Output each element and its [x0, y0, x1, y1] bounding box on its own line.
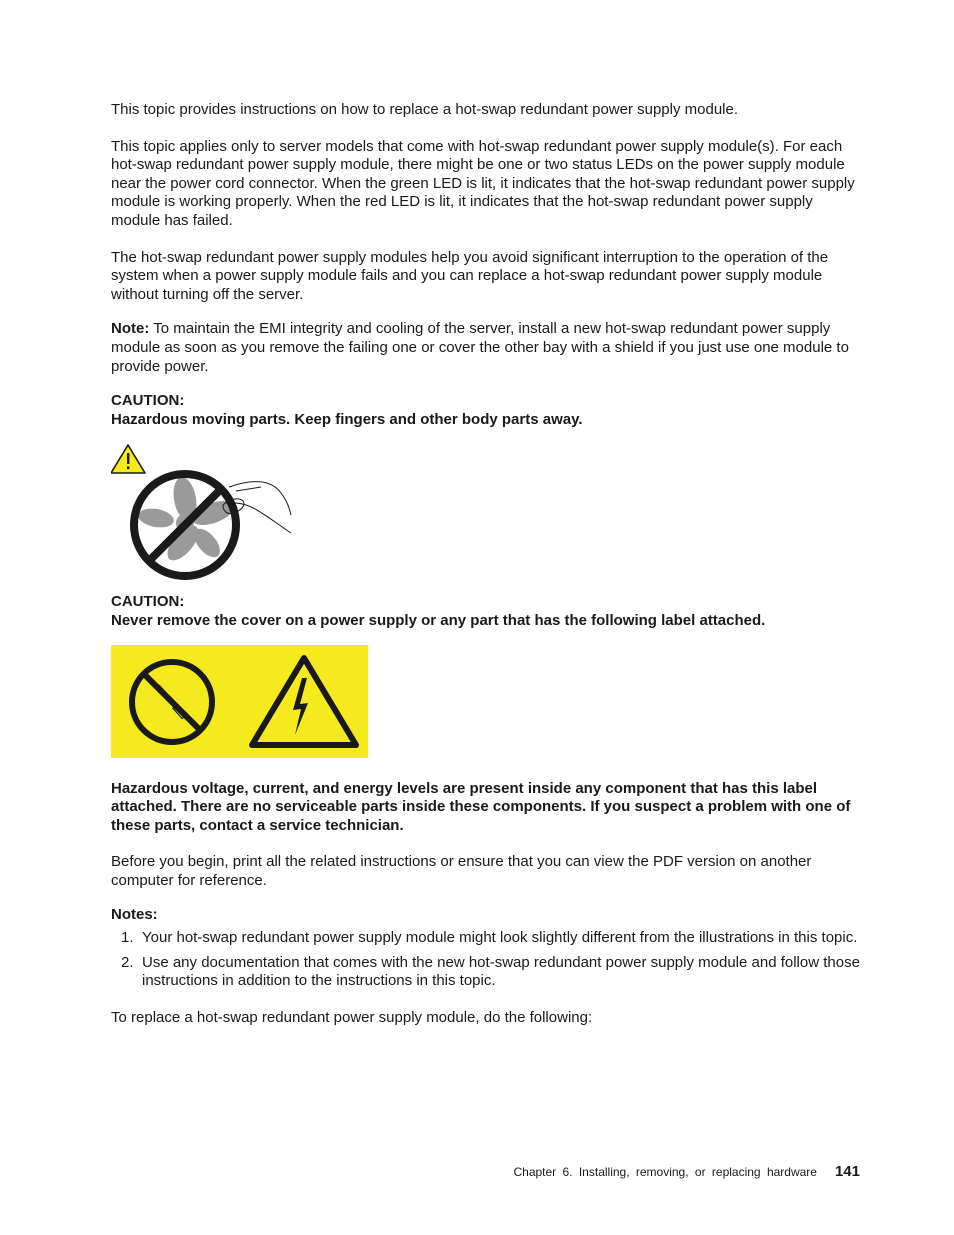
caution-text: Never remove the cover on a power supply or any part that has the following label attached.: [111, 611, 766, 629]
document-page: [111, 101, 863, 1027]
hazard-text: Hazardous voltage, current, and energy levels are present inside any component that has this label attached. There are no serviceable parts inside these components. If you suspect a problem with one of these parts, contact a service technician.: [111, 779, 851, 834]
moving-parts-figure: [111, 443, 301, 585]
page-footer: [513, 1163, 860, 1182]
applies-paragraph: This topic applies only to server models that come with hot-swap redundant power supply module(s). For each hot-swap redundant power supply module, there might be one or two status LEDs on the power supply module near the power cord connector. When the green LED is lit, it indicates that the hot-swap redundant power supply module is working properly. When the red LED is lit, it indicates that the hot-swap redundant power supply module has failed.: [111, 137, 855, 229]
list-item-number: 2.: [121, 953, 134, 971]
caution-power-cover: [111, 593, 863, 630]
hazard-paragraph: [111, 780, 863, 836]
note-label: Note:: [111, 320, 150, 338]
before-paragraph: Before you begin, print all the related instructions or ensure that you can view the PDF version on another computer for reference.: [111, 853, 812, 889]
caution-label: CAUTION:: [111, 593, 185, 611]
list-item: [111, 929, 863, 948]
list-item-number: 1.: [121, 929, 134, 947]
notes-list: [111, 929, 863, 991]
list-item-text: Your hot-swap redundant power supply module might look slightly different from the illustrations in this topic.: [142, 929, 858, 947]
caution-label: CAUTION:: [111, 392, 185, 410]
caution-text: Hazardous moving parts. Keep fingers and other body parts away.: [111, 410, 583, 428]
hazard-label-figure: [111, 645, 368, 758]
list-item: [111, 954, 863, 991]
list-item-text: Use any documentation that comes with the new hot-swap redundant power supply module and follow those instructions in addition to the instructions in this topic.: [142, 953, 860, 990]
caution-moving-parts: [111, 392, 863, 429]
intro-paragraph: This topic provides instructions on how to replace a hot-swap redundant power supply module.: [111, 101, 739, 118]
no-fan-finger-icon: [134, 474, 291, 576]
to-replace-paragraph: To replace a hot-swap redundant power supply module, do the following:: [111, 1008, 593, 1026]
warning-triangle-icon: [111, 445, 145, 473]
help-paragraph: The hot-swap redundant power supply modules help you avoid significant interruption to the operation of the system when a power supply module fails and you can replace a hot-swap redundant power supply module without turning off the server.: [111, 248, 829, 303]
note-text: To maintain the EMI integrity and cooling of the server, install a new hot-swap redundant power supply module as soon as you remove the failing one or cover the other bay with a shield if you just use one module to provide power.: [111, 320, 849, 375]
page-number: 141: [834, 1163, 860, 1180]
note-paragraph: [111, 320, 863, 376]
footer-chapter: Chapter 6. Installing, removing, or replacing hardware: [513, 1165, 817, 1179]
notes-label: Notes:: [111, 906, 158, 924]
